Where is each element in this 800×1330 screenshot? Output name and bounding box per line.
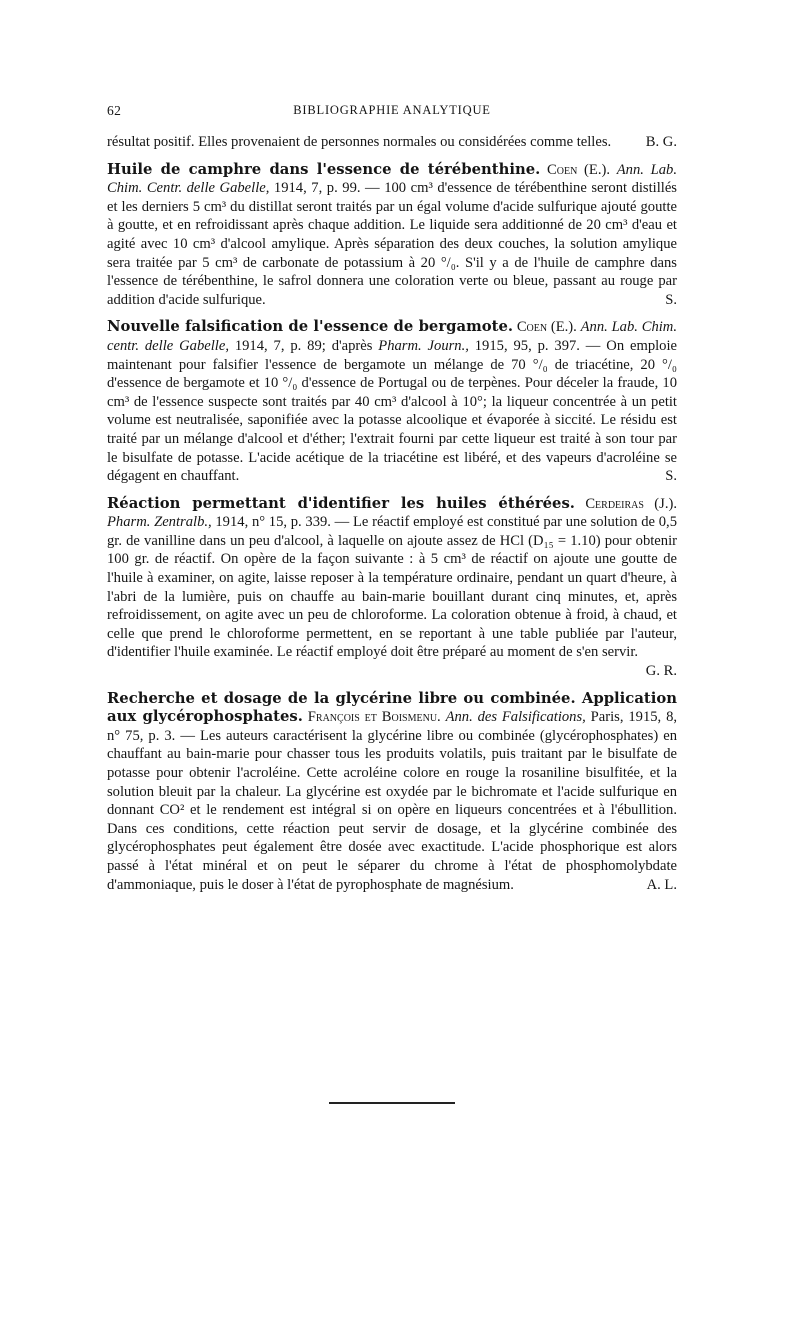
- entry-citation-secondary: 1915, 95, p. 397. —: [468, 337, 607, 354]
- entry-body: Le réactif employé est constitué par une solution de 0,5 gr. de vanilline dans un peu d'alcool, à laquelle on ajoute assez de HCl (D₁₅ = 1.10) pour obtenir 100 gr. de réactif. On opère de la façon suivante : à 5 cm³ de réactif on ajoute une goutte de l'huile à examiner, on agite, laisse reposer à la température ordinaire, pendant un quart d'heure, à l'abri de la lumière, puis on chauffe au bain-marie bouillant durant cinq minutes, et, après refroidissement, on agite avec un peu de chloroforme. La coloration obtenue à froid, à chaud, et celle que prend le chloroforme permettent, en se reportant à une table publiée par l'auteur, d'identifier l'huile examinée. Le réactif employé doit être préparé au moment de s'en servir.: [107, 514, 677, 661]
- entry-title: Réaction permettant d'identifier les huiles éthérées.: [107, 494, 575, 512]
- entry-title: Huile de camphre dans l'essence de térébenthine.: [107, 160, 541, 178]
- entry-body: On emploie maintenant pour falsifier l'essence de bergamote un mélange de 70 °/₀ de triacétine, 20 °/₀ d'essence de bergamote et 10 °/₀ d'essence de Portugal ou de terpènes. Pour déceler la fraude, 10 cm³ de l'essence suspecte sont traités par 40 cm³ d'alcool à 10°; la liqueur concentrée à un petit volume est neutralisée, saponifiée avec la potasse alcoolique et évaporée à siccité. Le résidu est traité par un mélange d'alcool et d'éther; l'extrait fourni par cette liqueur est traité à son tour par le bisulfate de potasse. L'acide acétique de la triacétine est libéré, et des vapeurs d'acroléine se dégagent en chauffant.: [107, 337, 677, 485]
- entry-citation: 1914, n° 15, p. 339. —: [211, 514, 353, 531]
- page-number: 62: [107, 103, 122, 118]
- abstract-entry: [107, 161, 677, 310]
- entry-source: Pharm. Zentralb.,: [107, 514, 212, 531]
- signature: B. G.: [645, 134, 677, 150]
- entry-citation: 1914, 7, p. 89; d'après: [228, 337, 379, 354]
- entry-body: 100 cm³ d'essence de térébenthine seront distillés et les derniers 5 cm³ du distillat seront traités par un égal volume d'acide sulfurique ajouté goutte à goutte, et en refroidissant après chaque addition. Le liquide sera additionné de 20 cm³ d'eau et agité avec 10 cm³ d'alcool amylique. Après séparation des deux couches, la solution amylique sera traitée par 5 cm³ de carbonate de potassium à 20 °/₀. S'il y a de l'huile de camphre dans l'essence de térébenthine, le safrol donnera une coloration verte ou bleue, passant au rouge par addition d'acide sulfurique.: [107, 180, 677, 308]
- section-divider: [329, 1102, 455, 1104]
- entry-author: Cerdeiras (J.).: [585, 495, 677, 512]
- running-title: BIBLIOGRAPHIE ANALYTIQUE: [293, 103, 491, 117]
- signature: A. L.: [646, 876, 677, 893]
- entry-citation: 1914, 7, p. 99. —: [269, 180, 385, 197]
- entry-source: Ann. des Falsifications,: [445, 709, 586, 726]
- entry-body: Les auteurs caractérisent la glycérine libre ou combinée (glycérophosphates) en chauffant au bain-marie pour chasser tous les produits volatils, puis traitant par le bisulfate de potasse pour obtenir l'acroléine. Cette acroléine colore en rouge la rosaniline bisulfitée, et la solution bleuit par la chaleur. La glycérine est oxydée par le bichromate et l'acide sulfurique en donnant CO² et le rendement est intégral si on opère en liqueurs concentrées et à l'ébullition. Dans ces conditions, cette réaction peut servir de dosage, et la glycérine combinée des glycérophosphates peut également être dosée avec exactitude. L'acide phosphorique est alors passé à l'état minéral et on peut le séparer du chrome à l'état de phosphomolybdate d'ammoniaque, puis le doser à l'état de pyrophosphate de magnésium.: [107, 727, 677, 893]
- signature: S.: [665, 291, 677, 308]
- entry-source: Ann. Lab. Chim. Centr. delle Gabelle,: [107, 161, 677, 197]
- entry-source: Ann. Lab. Chim. centr. delle Gabelle,: [107, 319, 677, 354]
- entry-author: Coen (E.).: [516, 319, 577, 336]
- entry-author: François et Boismenu.: [307, 709, 441, 726]
- continuation-text: résultat positif. Elles provenaient de personnes normales ou considérées comme telles.: [107, 134, 612, 150]
- entry-author: Coen (E.).: [547, 161, 610, 178]
- abstract-entry: [107, 318, 677, 485]
- continuation-paragraph: [107, 133, 677, 152]
- abstract-entry: [107, 495, 677, 681]
- entry-citation: Paris, 1915, 8, n° 75, p. 3. —: [107, 709, 678, 744]
- entry-source-secondary: Pharm. Journ.,: [378, 337, 469, 354]
- abstract-entry: [107, 690, 677, 895]
- entry-title: Recherche et dosage de la glycérine libre ou combinée. Application aux glycérophosphates.: [107, 689, 677, 726]
- article-body: [107, 133, 677, 903]
- signature: S.: [665, 468, 677, 485]
- entry-title: Nouvelle falsification de l'essence de bergamote.: [107, 318, 514, 336]
- signature: G. R.: [645, 663, 677, 680]
- page-header: [107, 103, 677, 123]
